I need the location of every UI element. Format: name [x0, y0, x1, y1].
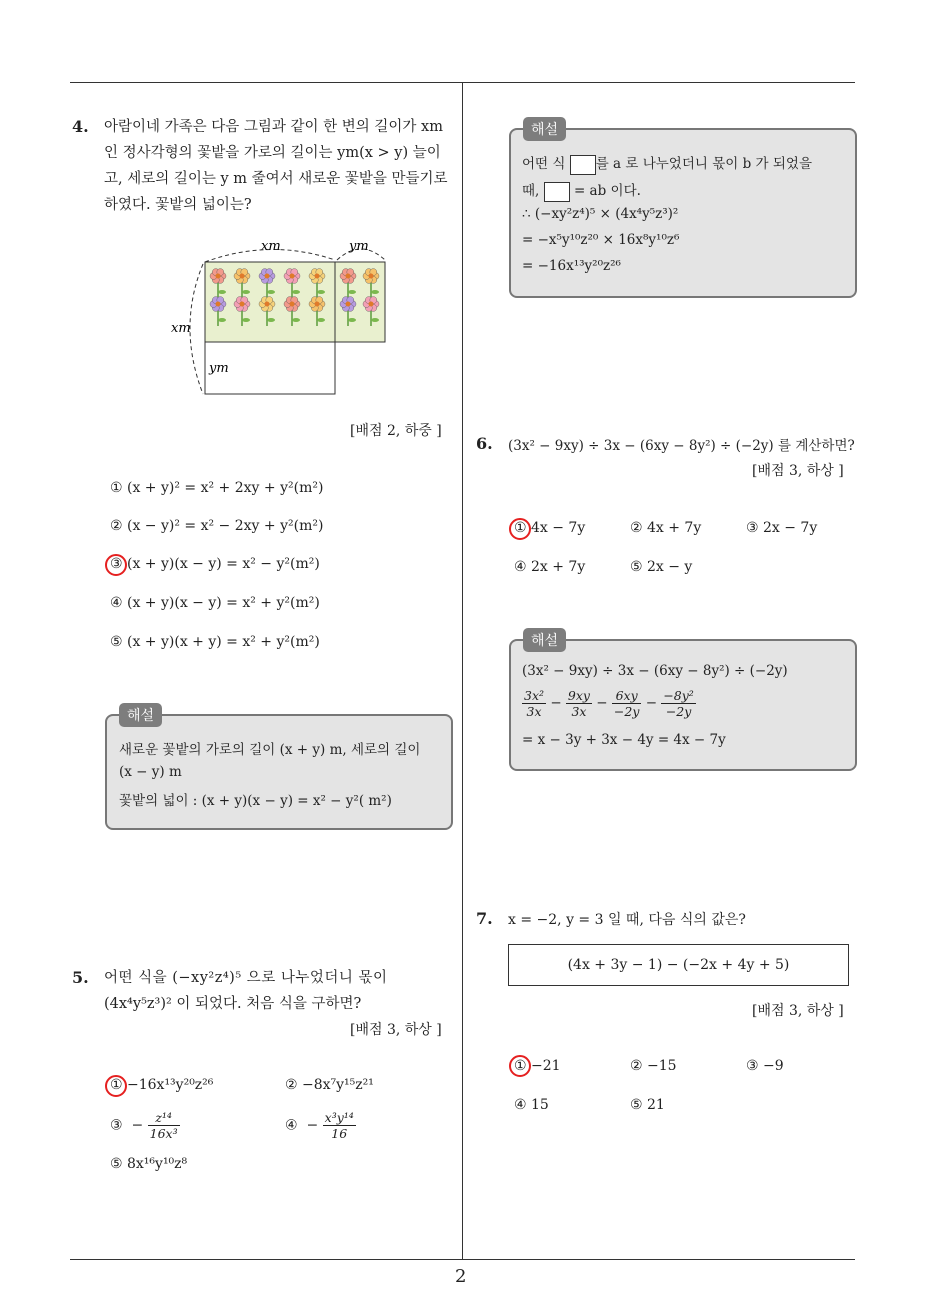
- q4-option-2[interactable]: ② (x − y)² = x² − 2xy + y²(m²): [110, 518, 324, 534]
- q7-option-3[interactable]: ③ −9: [746, 1058, 784, 1074]
- q5-option-1[interactable]: ① −16x¹³y²⁰z²⁶: [110, 1077, 214, 1093]
- fraction: $\frac{\text{−8y²}}{-2y}$: [663, 688, 694, 719]
- q4-answer-mark: [105, 554, 127, 576]
- q6-question: (3x² − 9xy) ÷ 3x − (6xy − 8y²) ÷ (−2y) 를 계산하면?: [508, 438, 855, 454]
- q7-answer-mark: [509, 1055, 531, 1077]
- q4-solution-line: 꽃밭의 넓이 : (x + y)(x − y) = x² − y²( m²): [119, 793, 392, 809]
- q4-solution-line: 새로운 꽃밭의 가로의 길이 (x + y) m, 세로의 길이: [119, 742, 421, 758]
- label-bottom-y: ym: [209, 361, 229, 376]
- q5-answer-mark: [105, 1075, 127, 1097]
- q5-number: 5.: [72, 968, 89, 987]
- q4-solution-label: 해설: [119, 703, 162, 727]
- q5-line: (4x⁴y⁵z³)² 이 되었다. 처음 식을 구하면?: [104, 996, 362, 1012]
- q6-option-4[interactable]: ④ 2x + 7y: [514, 559, 586, 575]
- q7-option-5[interactable]: ⑤ 21: [630, 1097, 665, 1113]
- q4-number: 4.: [72, 117, 89, 136]
- q6-option-2[interactable]: ② 4x + 7y: [630, 520, 702, 536]
- q5-option-5[interactable]: ⑤ 8x¹⁶y¹⁰z⁸: [110, 1156, 188, 1172]
- q5-option-3-num: ③: [110, 1117, 123, 1134]
- label-left-x: xm: [171, 321, 191, 336]
- q5-question: [104, 965, 456, 1017]
- q7-question: x = −2, y = 3 일 때, 다음 식의 값은?: [508, 912, 746, 928]
- q5-option-4-prefix: −: [306, 1117, 319, 1134]
- q4-option-1[interactable]: ① (x + y)² = x² + 2xy + y²(m²): [110, 480, 324, 496]
- label-top-x: xm: [261, 239, 281, 254]
- q4-option-4[interactable]: ④ (x + y)(x − y) = x² + y²(m²): [110, 595, 320, 611]
- q5-solution-label: 해설: [523, 117, 566, 141]
- q5-option-2[interactable]: ② −8x⁷y¹⁵z²¹: [285, 1077, 374, 1093]
- q6-option-1[interactable]: ① 4x − 7y: [514, 520, 586, 536]
- q5-solution-line2: 때, = ab 이다.: [522, 179, 641, 202]
- q6-option-3[interactable]: ③ 2x − 7y: [746, 520, 818, 536]
- q6-solution-line1: (3x² − 9xy) ÷ 3x − (6xy − 8y²) ÷ (−2y): [522, 663, 788, 679]
- blank-box: [544, 182, 570, 202]
- q4-line: 고, 세로의 길이는 y m 줄여서 새로운 꽃밭을 만들기로: [104, 171, 448, 187]
- q4-question: [104, 114, 456, 218]
- q7-score: [배점 3, 하상 ]: [752, 1003, 844, 1019]
- q6-solution-label: 해설: [523, 628, 566, 652]
- q4-flower-bed-figure: [165, 232, 395, 402]
- q7-expression-box: [508, 944, 849, 986]
- left-x-brace: [190, 264, 203, 394]
- q5-option-3-fraction: $\frac{\text{z¹⁴}}{\text{16x³}}$: [149, 1110, 178, 1141]
- q5-option-4-num: ④: [285, 1117, 298, 1134]
- q4-score: [배점 2, 하중 ]: [350, 423, 442, 439]
- blank-box: [570, 155, 596, 175]
- fraction: $\frac{9xy}{3x}$: [567, 688, 590, 719]
- q7-option-1[interactable]: ① −21: [514, 1058, 561, 1074]
- q4-solution-line: (x − y) m: [119, 764, 182, 780]
- q7-option-4[interactable]: ④ 15: [514, 1097, 549, 1113]
- q4-line: 하였다. 꽃밭의 넓이는?: [104, 197, 252, 213]
- column-divider: [462, 82, 463, 1260]
- q5-solution-line1: 어떤 식 를 a 로 나누었더니 몫이 b 가 되었을: [522, 152, 812, 175]
- q4-option-5[interactable]: ⑤ (x + y)(x + y) = x² + y²(m²): [110, 634, 320, 650]
- q7-number: 7.: [476, 909, 493, 928]
- q5-score: [배점 3, 하상 ]: [350, 1022, 442, 1038]
- q6-option-5[interactable]: ⑤ 2x − y: [630, 559, 693, 575]
- bottom-rule: [70, 1259, 855, 1260]
- q4-line: 인 정사각형의 꽃밭을 가로의 길이는 ym(x > y) 늘이: [104, 145, 441, 161]
- q5-option-4-fraction: $\frac{\text{x³y¹⁴}}{16}$: [324, 1110, 354, 1141]
- q6-answer-mark: [509, 518, 531, 540]
- fraction: $\frac{6xy}{-2y}$: [613, 688, 640, 719]
- q5-solution-line: = −16x¹³y²⁰z²⁶: [522, 258, 621, 274]
- q4-line: 아람이네 가족은 다음 그림과 같이 한 변의 길이가 xm: [104, 119, 443, 135]
- q6-number: 6.: [476, 434, 493, 453]
- q5-option-3[interactable]: [110, 1110, 180, 1141]
- q6-solution-line3: = x − 3y + 3x − 4y = 4x − 7y: [522, 732, 726, 748]
- q6-score: [배점 3, 하상 ]: [752, 463, 844, 479]
- q4-option-3[interactable]: ③ (x + y)(x − y) = x² − y²(m²): [110, 556, 320, 572]
- page-number: 2: [455, 1266, 467, 1287]
- q5-option-4[interactable]: [285, 1110, 356, 1141]
- q5-line: 어떤 식을 (−xy²z⁴)⁵ 으로 나누었더니 몫이: [104, 970, 388, 986]
- q5-solution-line: = −x⁵y¹⁰z²⁰ × 16x⁸y¹⁰z⁶: [522, 232, 680, 248]
- q7-option-2[interactable]: ② −15: [630, 1058, 677, 1074]
- label-top-y: ym: [349, 239, 369, 254]
- q5-option-3-prefix: −: [131, 1117, 144, 1134]
- q7-expression: (4x + 3y − 1) − (−2x + 4y + 5): [567, 957, 790, 973]
- q6-solution-fractions: $\frac{\text{3x²}}{3x}$ − $\frac{9xy}{3x}$ − $\frac{6xy}{-2y}$ − $\frac{\text{−8y²}}{-2y}$: [524, 688, 694, 719]
- fraction: $\frac{\text{3x²}}{3x}$: [524, 688, 545, 719]
- q5-solution-line: ∴ (−xy²z⁴)⁵ × (4x⁴y⁵z³)²: [522, 206, 679, 222]
